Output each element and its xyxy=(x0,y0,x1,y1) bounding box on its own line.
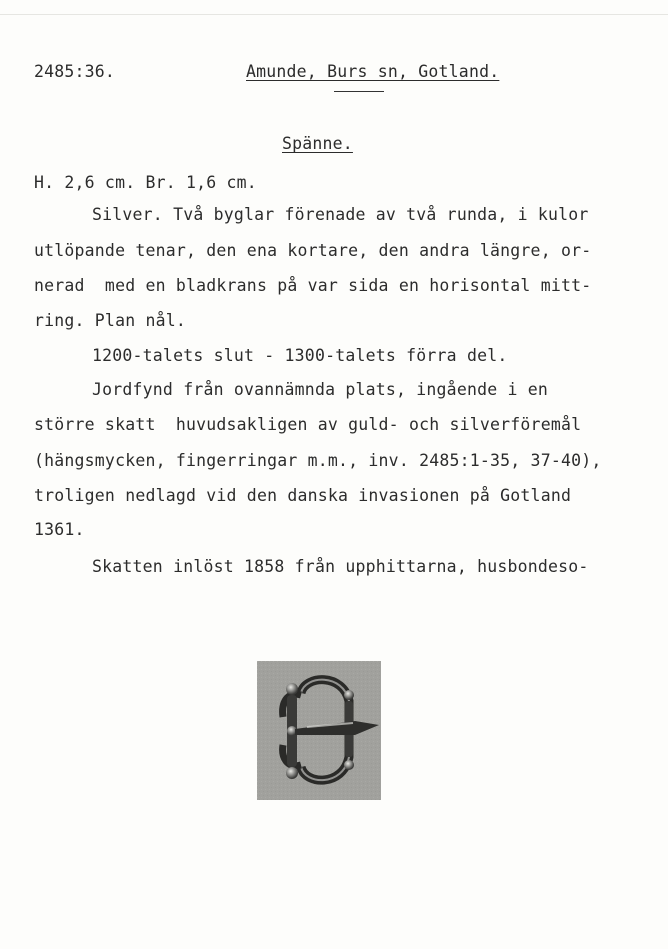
catalog-number: 2485:36. xyxy=(34,62,116,81)
find-line-1: Jordfynd från ovannämnda plats, ingående i en xyxy=(92,380,549,399)
find-place: Amunde, Burs sn, Gotland. xyxy=(246,62,500,81)
place-double-underline xyxy=(334,91,384,92)
find-line-4: troligen nedlagd vid den danska invasionen på Gotland xyxy=(34,486,572,505)
description-line-2: utlöpande tenar, den ena kortare, den andra längre, or- xyxy=(34,241,592,260)
card-top-edge xyxy=(0,14,668,15)
description-line-4: ring. Plan nål. xyxy=(34,311,187,330)
dating: 1200-talets slut - 1300-talets förra del. xyxy=(92,346,508,365)
find-line-3: (hängsmycken, fingerringar m.m., inv. 2485:1-35, 37-40), xyxy=(34,451,602,470)
find-line-5: 1361. xyxy=(34,520,85,539)
buckle-icon xyxy=(257,661,381,800)
description-line-3: nerad med en bladkrans på var sida en horisontal mitt- xyxy=(34,276,592,295)
acquisition: Skatten inlöst 1858 från upphittarna, husbondeso- xyxy=(92,557,589,576)
dimensions: H. 2,6 cm. Br. 1,6 cm. xyxy=(34,173,257,192)
object-title: Spänne. xyxy=(282,134,353,153)
buckle-photo xyxy=(257,661,381,800)
description-line-1: Silver. Två byglar förenade av två runda, i kulor xyxy=(92,205,589,224)
find-line-2: större skatt huvudsakligen av guld- och silverföremål xyxy=(34,415,582,434)
